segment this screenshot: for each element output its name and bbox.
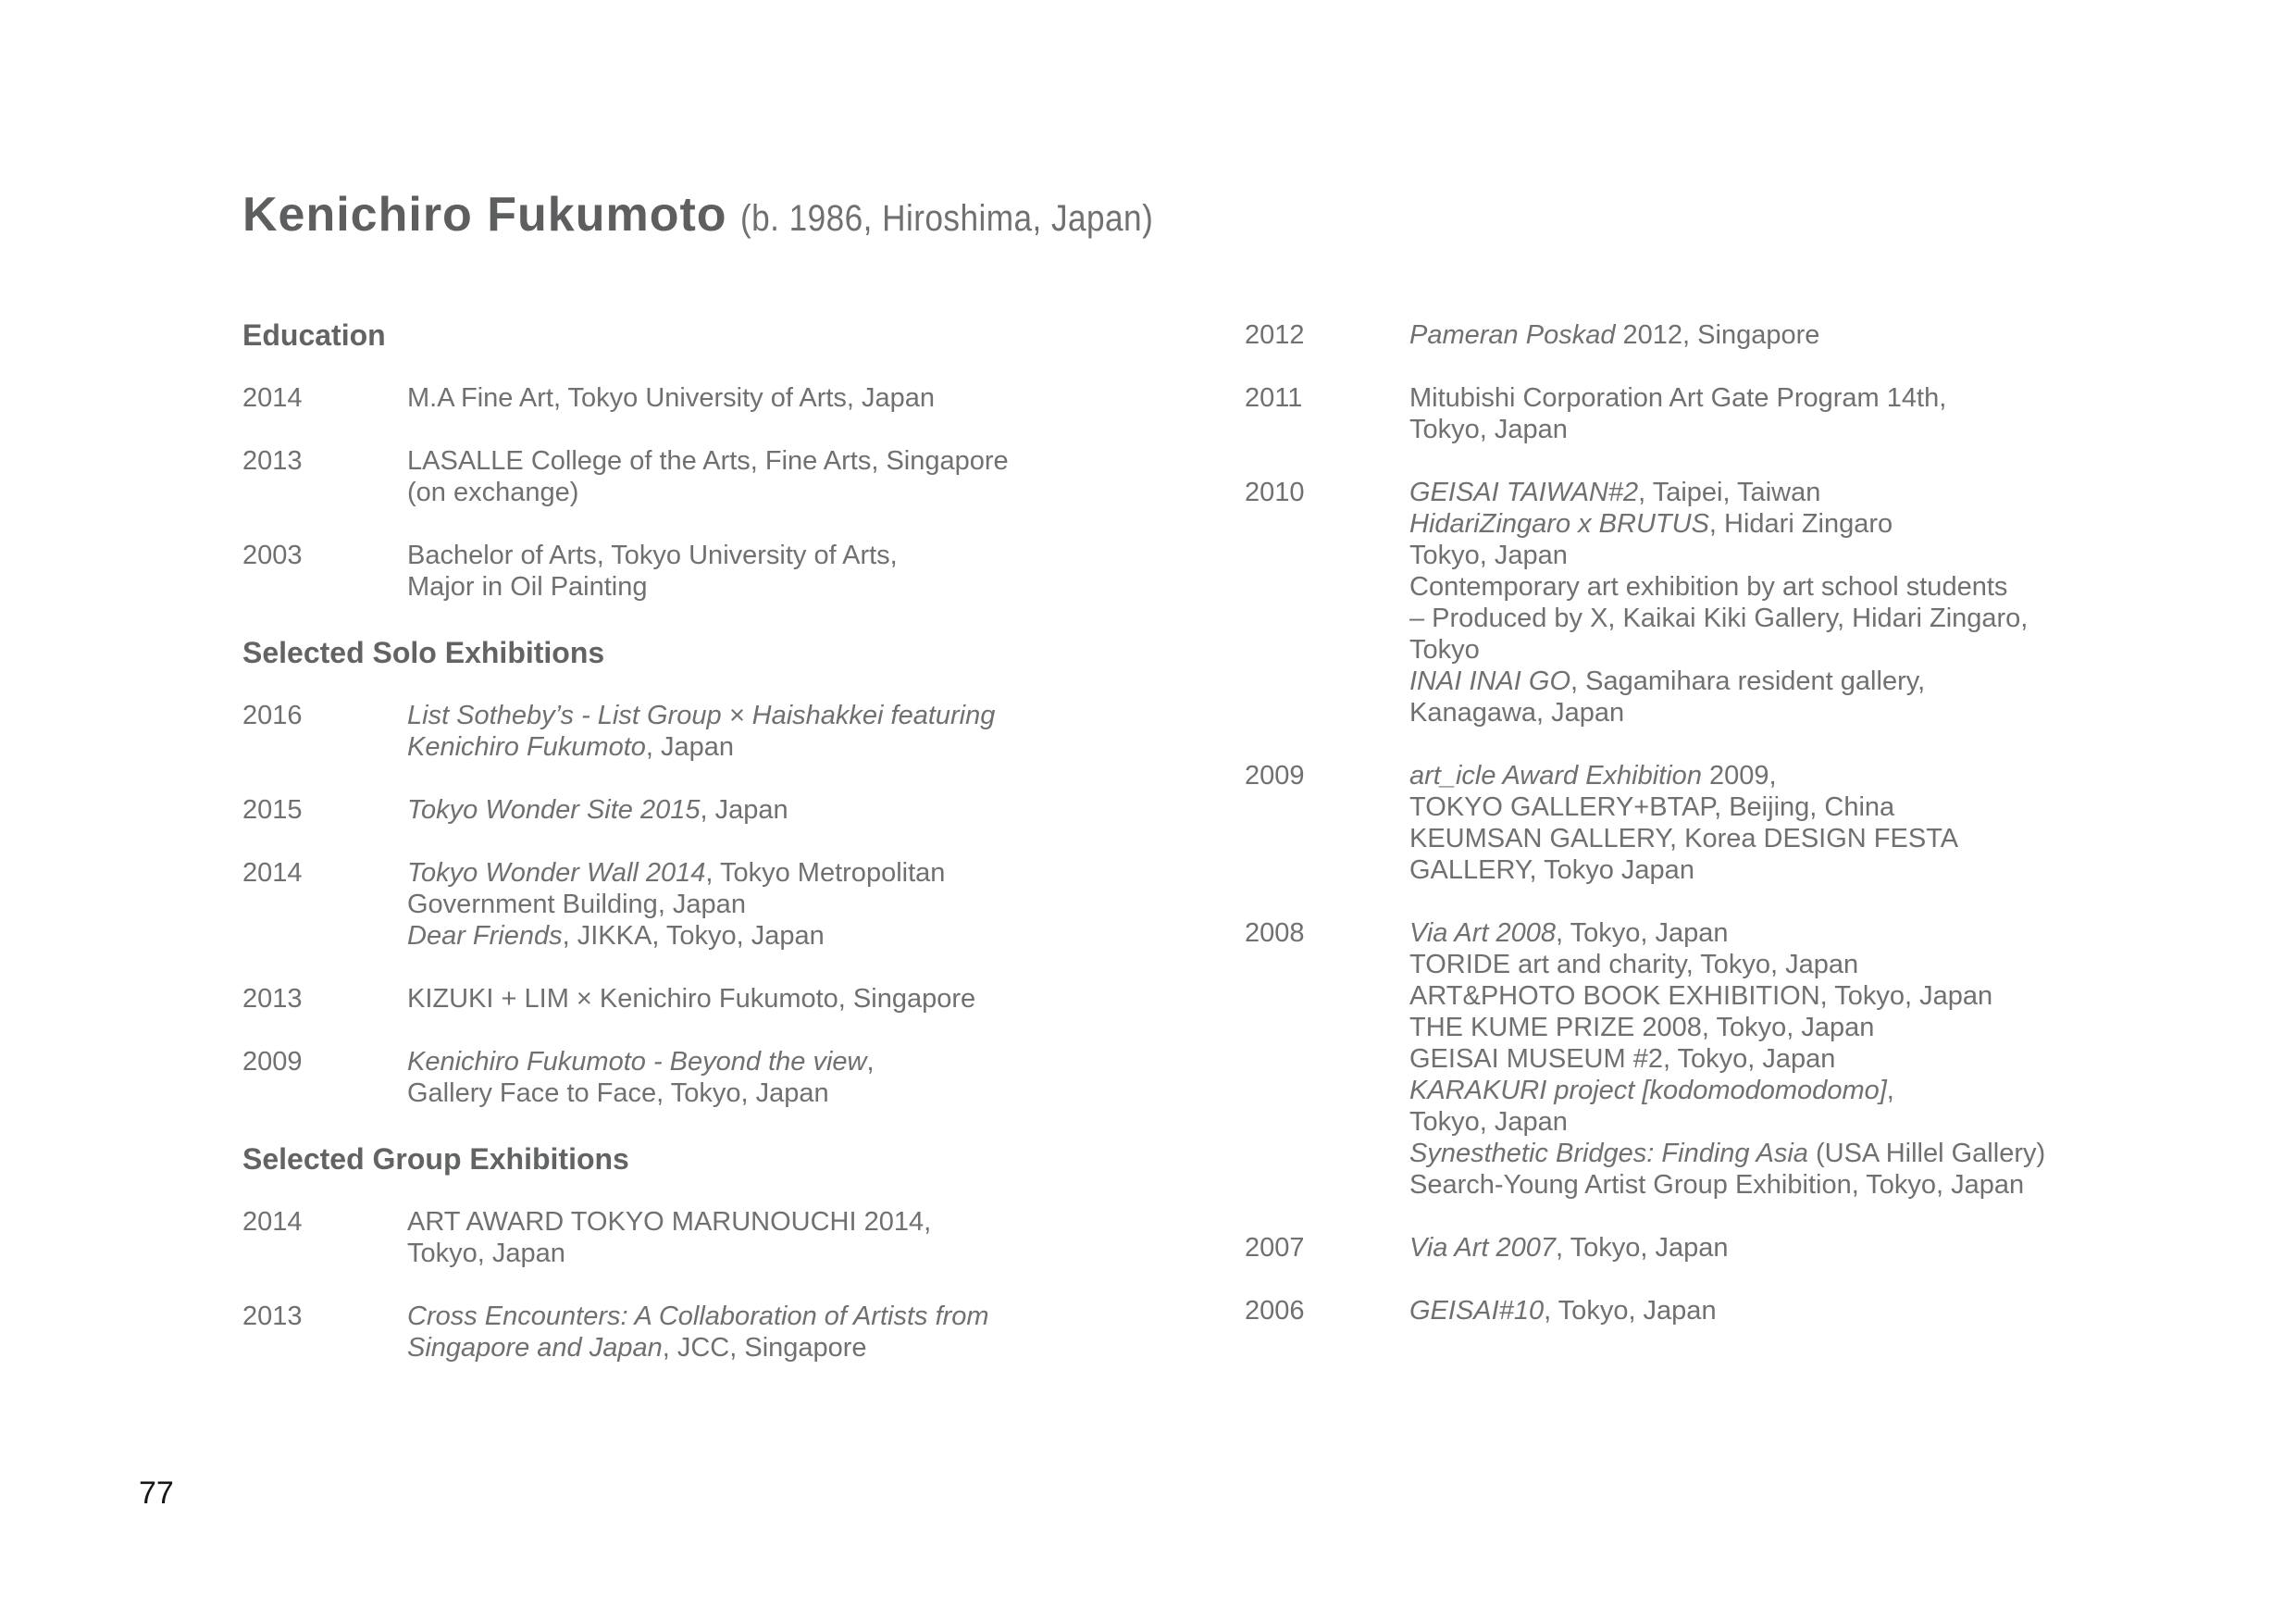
cv-entry	[1245, 917, 2253, 1201]
entry-year: 2014	[242, 383, 303, 413]
entry-description	[407, 540, 1196, 603]
entry-year: 2014	[242, 858, 303, 888]
entry-line: Tokyo, Japan	[1409, 1107, 1568, 1137]
entry-description	[1409, 1232, 2253, 1264]
entry-line: Kanagawa, Japan	[1409, 698, 1625, 728]
entry-line: Mitubishi Corporation Art Gate Program 14th,	[1409, 383, 1947, 413]
entry-year: 2012	[1245, 320, 1305, 350]
entry-line: Dear Friends, JIKKA, Tokyo, Japan	[407, 921, 825, 951]
entry-year: 2003	[242, 541, 303, 570]
entry-line: LASALLE College of the Arts, Fine Arts, Singapore	[407, 446, 1009, 476]
cv-entry	[242, 1301, 1196, 1364]
entry-line: Tokyo, Japan	[407, 1239, 565, 1268]
entry-description	[407, 857, 1196, 952]
entry-line: Tokyo Wonder Wall 2014, Tokyo Metropolitan	[407, 858, 946, 888]
entry-line: GALLERY, Tokyo Japan	[1409, 855, 1694, 885]
entry-year: 2007	[1245, 1233, 1305, 1263]
entry-year: 2016	[242, 701, 303, 730]
entry-year: 2006	[1245, 1296, 1305, 1326]
section-heading: Selected Solo Exhibitions	[242, 636, 605, 669]
entry-line: Gallery Face to Face, Tokyo, Japan	[407, 1078, 829, 1108]
cv-entry	[1245, 319, 2253, 351]
entry-description	[407, 1206, 1196, 1269]
entry-line: Tokyo, Japan	[1409, 415, 1568, 444]
entry-line: Via Art 2008, Tokyo, Japan	[1409, 918, 1729, 948]
entry-description	[1409, 917, 2253, 1201]
cv-section	[242, 634, 1196, 1109]
section-heading: Education	[242, 318, 386, 352]
entry-line: Kenichiro Fukumoto - Beyond the view,	[407, 1047, 875, 1077]
entry-line: TOKYO GALLERY+BTAP, Beijing, China	[1409, 792, 1895, 822]
cv-entry	[1245, 1295, 2253, 1326]
entry-year: 2009	[242, 1047, 303, 1077]
entry-line: List Sotheby’s - List Group × Haishakkei featuring	[407, 701, 996, 730]
right-column	[1245, 319, 2253, 1326]
entry-description	[407, 445, 1196, 508]
entry-line: Tokyo Wonder Site 2015, Japan	[407, 795, 788, 825]
cv-entry	[242, 857, 1196, 952]
entry-year: 2008	[1245, 918, 1305, 948]
cv-entry	[242, 700, 1196, 763]
artist-name: Kenichiro Fukumoto	[242, 188, 727, 242]
entry-year: 2011	[1245, 383, 1303, 413]
entry-line: TORIDE art and charity, Tokyo, Japan	[1409, 950, 1859, 979]
cv-section	[242, 1140, 1196, 1364]
entry-line: KIZUKI + LIM × Kenichiro Fukumoto, Singapore	[407, 984, 976, 1014]
artist-birth-details: (b. 1986, Hiroshima, Japan)	[739, 198, 1153, 239]
entry-description	[407, 1046, 1196, 1109]
entry-line: HidariZingaro x BRUTUS, Hidari Zingaro	[1409, 509, 1893, 539]
entry-description	[407, 1301, 1196, 1364]
entry-line: INAI INAI GO, Sagamihara resident gallery,	[1409, 666, 1926, 696]
entry-line: Major in Oil Painting	[407, 572, 648, 602]
entry-line: THE KUME PRIZE 2008, Tokyo, Japan	[1409, 1013, 1875, 1042]
entry-line: Singapore and Japan, JCC, Singapore	[407, 1333, 867, 1363]
cv-section	[242, 317, 1196, 603]
entry-line: Cross Encounters: A Collaboration of Artists from	[407, 1301, 989, 1331]
cv-entry	[242, 1046, 1196, 1109]
cv-entry	[1245, 477, 2253, 729]
entry-description	[1409, 319, 2253, 351]
entry-line: Bachelor of Arts, Tokyo University of Arts,	[407, 541, 898, 570]
entry-line: (on exchange)	[407, 478, 579, 507]
entry-line: GEISAI#10, Tokyo, Japan	[1409, 1296, 1717, 1326]
entry-description	[407, 700, 1196, 763]
entry-line: Kenichiro Fukumoto, Japan	[407, 732, 735, 762]
page-title	[242, 187, 1210, 243]
entry-line: Government Building, Japan	[407, 890, 746, 919]
cv-entry	[1245, 760, 2253, 886]
entry-line: Contemporary art exhibition by art school students	[1409, 572, 2008, 602]
entry-line: art_icle Award Exhibition 2009,	[1409, 761, 1777, 791]
entry-year: 2010	[1245, 478, 1305, 507]
entry-line: KEUMSAN GALLERY, Korea DESIGN FESTA	[1409, 824, 1959, 853]
entry-year: 2013	[242, 446, 303, 476]
cv-entry	[242, 445, 1196, 508]
entry-line: Tokyo	[1409, 635, 1480, 665]
entry-description	[1409, 760, 2253, 886]
page-number: 77	[139, 1476, 174, 1511]
entry-line: Via Art 2007, Tokyo, Japan	[1409, 1233, 1729, 1263]
cv-entry	[1245, 1232, 2253, 1264]
entry-line: ART AWARD TOKYO MARUNOUCHI 2014,	[407, 1207, 932, 1237]
entry-description	[407, 382, 1196, 414]
entry-year: 2013	[242, 1301, 303, 1331]
entry-line: KARAKURI project [kodomodomodomo],	[1409, 1076, 1894, 1105]
cv-entry	[242, 540, 1196, 603]
entry-line: Synesthetic Bridges: Finding Asia (USA Hillel Gallery)	[1409, 1139, 2046, 1168]
entry-year: 2009	[1245, 761, 1305, 791]
entry-year: 2014	[242, 1207, 303, 1237]
entry-year: 2015	[242, 795, 303, 825]
cv-entry	[242, 983, 1196, 1015]
entry-line: Search-Young Artist Group Exhibition, Tokyo, Japan	[1409, 1170, 2025, 1200]
entry-description	[407, 794, 1196, 826]
entry-line: GEISAI TAIWAN#2, Taipei, Taiwan	[1409, 478, 1821, 507]
entry-line: – Produced by X, Kaikai Kiki Gallery, Hidari Zingaro,	[1409, 604, 2029, 633]
cv-entry	[242, 794, 1196, 826]
entry-line: GEISAI MUSEUM #2, Tokyo, Japan	[1409, 1044, 1836, 1074]
section-heading: Selected Group Exhibitions	[242, 1142, 629, 1176]
cv-entry	[242, 1206, 1196, 1269]
cv-entry	[242, 382, 1196, 414]
entry-description	[407, 983, 1196, 1015]
left-column	[242, 317, 1196, 1364]
entry-year: 2013	[242, 984, 303, 1014]
entry-description	[1409, 1295, 2253, 1326]
entry-description	[1409, 477, 2253, 729]
cv-entry	[1245, 382, 2253, 445]
entry-line: M.A Fine Art, Tokyo University of Arts, Japan	[407, 383, 936, 413]
entry-line: ART&PHOTO BOOK EXHIBITION, Tokyo, Japan	[1409, 981, 1993, 1011]
entry-description	[1409, 382, 2253, 445]
entry-line: Pameran Poskad 2012, Singapore	[1409, 320, 1820, 350]
entry-line: Tokyo, Japan	[1409, 541, 1568, 570]
cv-section	[1245, 319, 2253, 1326]
